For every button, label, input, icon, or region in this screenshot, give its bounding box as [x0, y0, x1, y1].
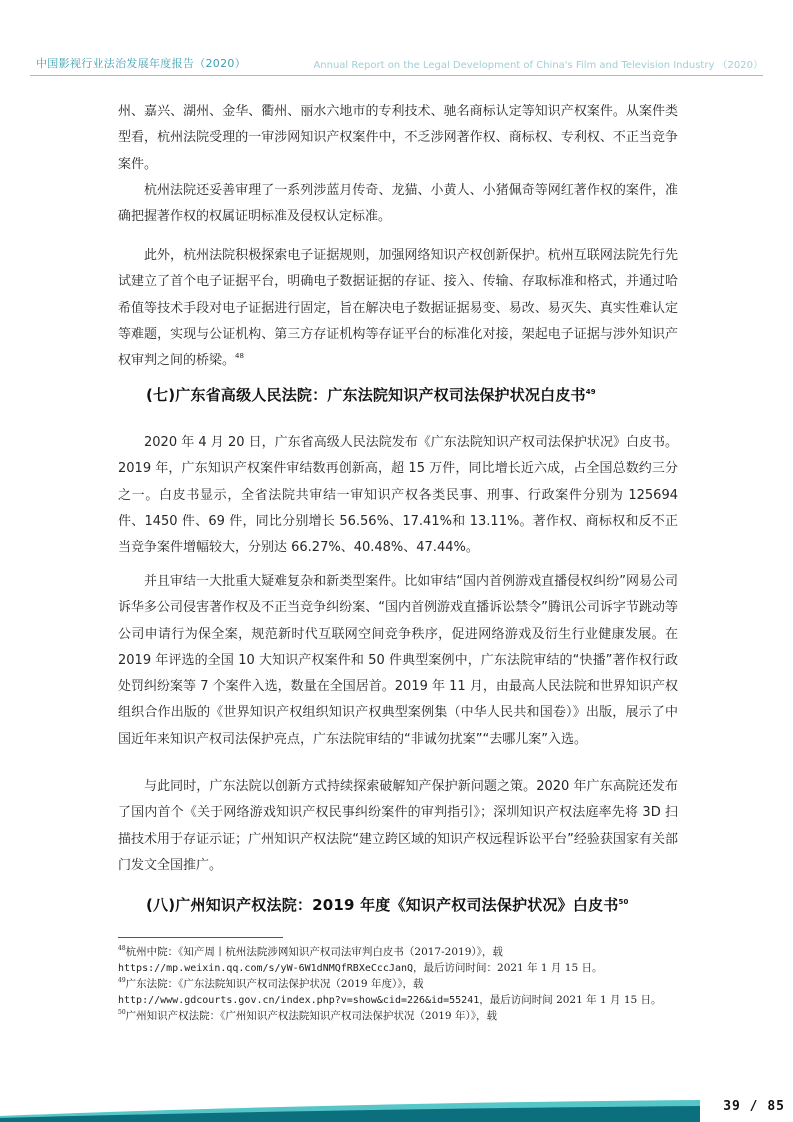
- footnote-48: [118, 944, 678, 977]
- footnote-48-text: 杭州中院：《知产周丨杭州法院涉网知识产权司法审判白皮书（2017-2019）》，载: [125, 946, 503, 958]
- section-heading-8-text: (八)广州知识产权法院：2019 年度《知识产权司法保护状况》白皮书: [146, 896, 619, 914]
- footnote-49-text: 广东法院：《广东法院知识产权司法保护状况（2019 年度）》，载: [125, 978, 424, 990]
- section-heading-7-text: (七)广东省高级人民法院：广东法院知识产权司法保护状况白皮书: [146, 386, 586, 404]
- page-number: 39 / 85: [723, 1099, 785, 1114]
- footnote-49-marker: 49: [118, 977, 126, 984]
- paragraph-5-text: 并且审结一大批重大疑难复杂和新类型案件。比如审结“国内首例游戏直播侵权纠纷”网易公司诉华多公司侵害著作权及不正当竞争纠纷案、“国内首例游戏直播诉讼禁令”腾讯公司诉字节跳动等公司申请行为保全案，规范新时代互联网空间竞争秩序，促进网络游戏及衍生行业健康发展。在 2019 年评选的全国 10 大知识产权案件和 50 件典型案例中，广东法院审结的“快播”著作权行政处罚纠纷案等 7 个案件入选，数量在全国居首。2019 年 11 月，由最高人民法院和世界知识产权组织合作出版的《世界知识产权组织知识产权典型案例集（中华人民共和国卷）》出版，展示了中国近年来知识产权司法保护亮点，广东法院审结的“非诚勿扰案”“去哪儿案”入选。: [118, 574, 678, 747]
- footnote-48-tail: ，最后访问时间：2021 年 1 月 15 日。: [413, 962, 603, 974]
- paragraph-5: [118, 569, 678, 753]
- section-heading-8: [146, 894, 629, 915]
- footnote-ref-49[interactable]: 49: [585, 388, 596, 396]
- footnote-50-marker: 50: [118, 1009, 126, 1016]
- paragraph-6-text: 与此同时，广东法院以创新方式持续探索破解知产保护新问题之策。2020 年广东高院还发布了国内首个《关于网络游戏知识产权民事纠纷案件的审判指引》；深圳知识产权法庭率先将 3D 扫描技术用于存证示证；广州知识产权法院“建立跨区域的知识产权远程诉讼平台”经验获国家有关部门发文全国推广。: [118, 779, 678, 873]
- footnote-48-marker: 48: [118, 945, 126, 952]
- paragraph-2-text: 杭州法院还妥善审理了一系列涉蓝月传奇、龙猫、小黄人、小猪佩奇等网红著作权的案件，准确把握著作权的权属证明标准及侵权认定标准。: [118, 183, 678, 225]
- footnote-48-link[interactable]: https://mp.weixin.qq.com/s/yW-6W1dNMQfRBXeCccJanQ: [118, 963, 414, 974]
- footnote-50-text: 广州知识产权法院：《广州知识产权法院知识产权司法保护状况（2019 年）》，载: [125, 1010, 497, 1022]
- paragraph-6: [118, 774, 678, 879]
- running-header-english: Annual Report on the Legal Development of China's Film and Television Industry （2020）: [313, 60, 763, 71]
- footnote-ref-48[interactable]: 48: [235, 352, 244, 361]
- footnote-49-link[interactable]: http://www.gdcourts.gov.cn/index.php?v=show&cid=226&id=55241: [118, 995, 480, 1006]
- section-heading-7: [146, 384, 596, 405]
- footer-decorative-bar: [0, 1096, 700, 1122]
- footnote-divider: [118, 937, 283, 938]
- footnote-ref-50[interactable]: 50: [618, 898, 629, 906]
- footnote-50: [118, 1008, 678, 1024]
- paragraph-1-text: 州、嘉兴、湖州、金华、衢州、丽水六地市的专利技术、驰名商标认定等知识产权案件。从案件类型看，杭州法院受理的一审涉网知识产权案件中，不乏涉网著作权、商标权、专利权、不正当竞争案件。: [118, 104, 678, 172]
- header-divider: [30, 75, 763, 76]
- paragraph-2: [118, 178, 678, 231]
- paragraph-1: [118, 99, 678, 178]
- paragraph-4-text: 2020 年 4 月 20 日，广东省高级人民法院发布《广东法院知识产权司法保护状况》白皮书。2019 年，广东知识产权案件审结数再创新高，超 15 万件，同比增长近六成，占全国总数约三分之一。白皮书显示，全省法院共审结一审知识产权各类民事、刑事、行政案件分别为 125694 件、1450 件、69 件，同比分别增长 56.56%、17.41%和 13.11%。著作权、商标权和反不正当竞争案件增幅较大，分别达 66.27%、40.48%、47.44%。: [118, 435, 678, 556]
- running-header-title: 中国影视行业法治发展年度报告（2020）: [36, 57, 246, 70]
- paragraph-4: [118, 430, 678, 561]
- paragraph-3-text: 此外，杭州法院积极探索电子证据规则，加强网络知识产权创新保护。杭州互联网法院先行先试建立了首个电子证据平台，明确电子数据证据的存证、接入、传输、存取标准和格式，并通过哈希值等技术手段对电子证据进行固定，旨在解决电子数据证据易变、易改、易灭失、真实性难认定等难题，实现与公证机构、第三方存证机构等存证平台的标准化对接，架起电子证据与涉外知识产权审判之间的桥梁。: [118, 248, 678, 369]
- footnote-49-tail: ，最后访问时间 2021 年 1 月 15 日。: [479, 994, 662, 1006]
- paragraph-3: [118, 243, 678, 374]
- footnote-49: [118, 976, 678, 1009]
